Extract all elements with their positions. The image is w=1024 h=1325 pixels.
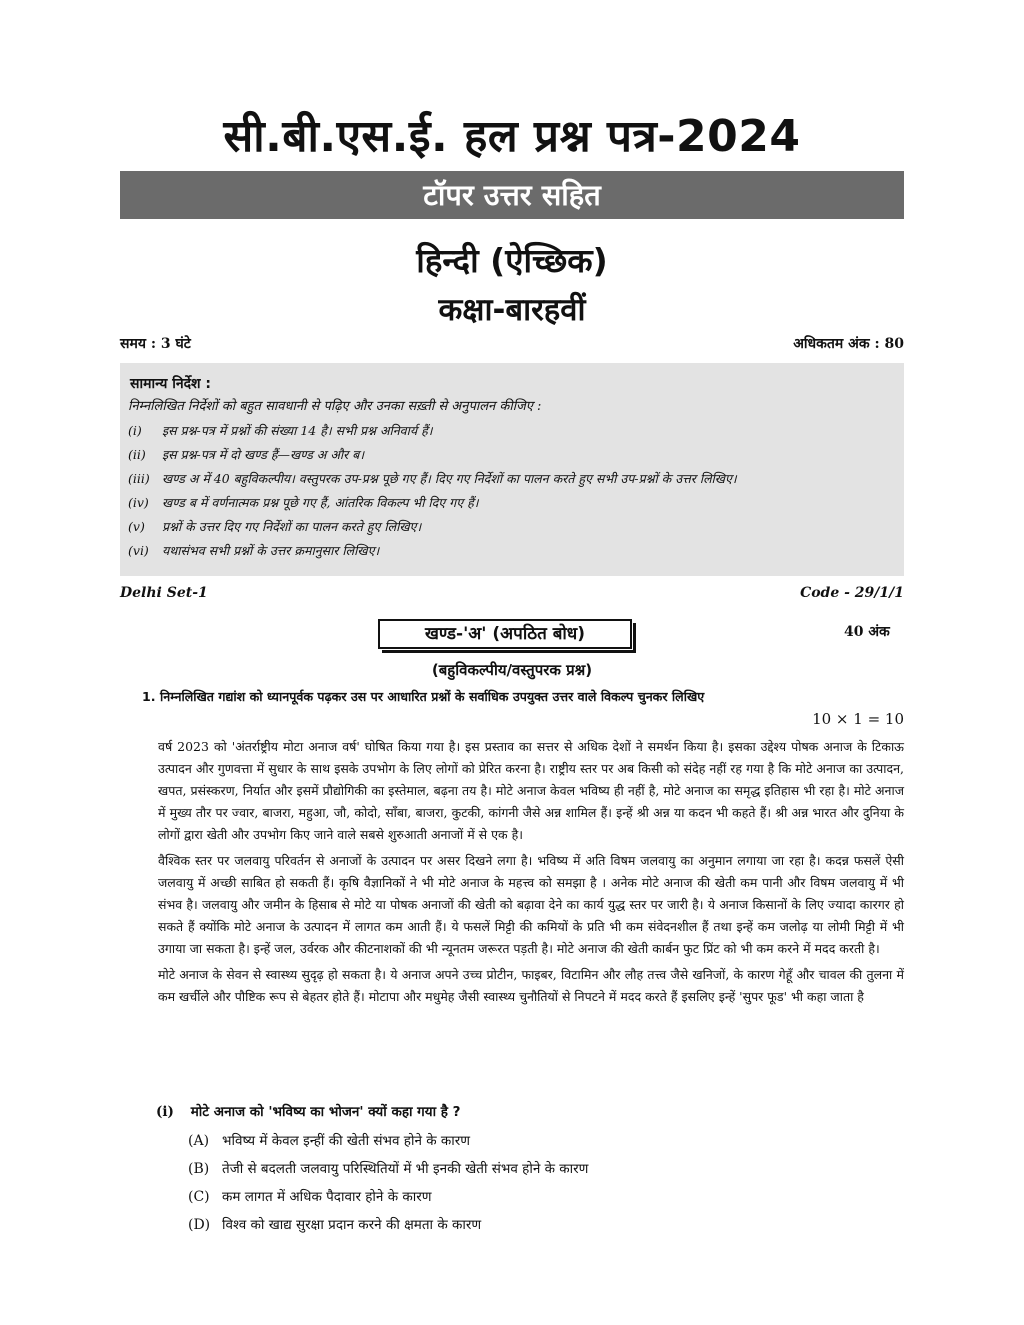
instruction-text: प्रश्नों के उत्तर दिए गए निर्देशों का पालन करते हुए लिखिए। [162,519,422,534]
passage-paragraph: वैश्विक स्तर पर जलवायु परिवर्तन से अनाजों के उत्पादन पर असर दिखने लगा है। भविष्य में अति विषम जलवायु का अनुमान लगाया जा रहा है। कदन्न फसलें ऐसी जलवायु में अच्छी साबित हो सकती हैं। कृषि वैज्ञानिकों ने भी मोटे अनाज के महत्त्व को समझा है । अनेक मोटे अनाज की खेती कम पानी और विषम जलवायु में भी संभव है। जलवायु और जमीन के हिसाब से मोटे या पोषक अनाजों की खेती को बढ़ावा देने का कार्य युद्ध स्तर पर जारी है। ये अनाज किसानों के लिए ज्यादा कारगर हो सकते हैं क्योंकि मोटे अनाज के उत्पादन में लागत कम आती हैं। ये फसलें मिट्टी की कमियों के प्रति भी कम संवेदनशील हैं तथा इन्हें कम जलोढ़ या लोमी मिट्टी में भी उगाया जा सकता है। इन्हें जल, उर्वरक और कीटनाशकों की भी न्यूनतम जरूरत पड़ती है। मोटे अनाज की खेती कार्बन फुट प्रिंट को भी कम करने में मदद करती है। [158,853,904,956]
instruction-number: (i) [128,423,142,438]
option-letter: (B) [188,1161,210,1177]
topper-banner: टॉपर उत्तर सहित [120,171,904,219]
option-letter: (C) [188,1189,210,1205]
page-title: सी.बी.एस.ई. हल प्रश्न पत्र-2024 [223,111,801,162]
instruction-text: इस प्रश्न-पत्र में प्रश्नों की संख्या 14 है। सभी प्रश्न अनिवार्य हैं। [162,423,433,438]
time-label: समय : 3 घंटे [120,336,191,352]
sub-question [156,1101,906,1123]
class-title: कक्षा-बारहवीं [438,292,586,328]
passage-paragraph: मोटे अनाज के सेवन से स्वास्थ्य सुदृढ़ हो सकता है। ये अनाज अपने उच्च प्रोटीन, फाइबर, विटामिन और लौह तत्त्व जैसे खनिजों, के कारण गेहूँ और चावल की तुलना में कम खर्चीले और पौष्टिक रूप से बेहतर होते हैं। मोटापा और मधुमेह जैसी स्वास्थ्य चुनौतियों से निपटने में मदद करते हैं इसलिए इन्हें 'सुपर फूड' भी कहा जाता है [158,967,904,1004]
passage [158,736,904,1012]
instruction-item [128,515,896,539]
subject-title: हिन्दी (ऐच्छिक) [416,241,608,280]
section-marks: 40 अंक [844,624,890,640]
option-text: कम लागत में अधिक पैदावार होने के कारण [222,1189,432,1205]
instruction-item [128,539,896,563]
instruction-number: (iii) [128,471,150,486]
option-text: विश्व को खाद्य सुरक्षा प्रदान करने की क्षमता के कारण [222,1217,482,1233]
code-label: Code - 29/1/1 [800,585,904,601]
answer-option [188,1127,888,1155]
general-instructions-box [120,363,904,576]
instruction-item [128,443,896,467]
question-marks: 10 × 1 = 10 [812,710,904,728]
instruction-item [128,491,896,515]
answer-option [188,1183,888,1211]
option-text: तेजी से बदलती जलवायु परिस्थितियों में भी इनकी खेती संभव होने के कारण [222,1161,589,1177]
option-text: भविष्य में केवल इन्हीं की खेती संभव होने के कारण [222,1133,471,1149]
section-title-box: खण्ड-'अ' (अपठित बोध) [378,619,632,649]
option-letter: (D) [188,1217,211,1233]
instruction-item [128,467,896,491]
max-marks-label: अधिकतम अंक : 80 [793,336,904,352]
question-number: 1. [142,689,156,704]
answer-option [188,1155,888,1183]
instruction-number: (ii) [128,447,146,462]
question-text: निम्नलिखित गद्यांश को ध्यानपूर्वक पढ़कर उस पर आधारित प्रश्नों के सर्वाधिक उपयुक्त उत्तर वाले विकल्प चुनकर लिखिए [159,689,705,704]
sub-question-number: (i) [156,1104,174,1120]
instructions-intro: निम्नलिखित निर्देशों को बहुत सावधानी से पढ़िए और उनका सख़्ती से अनुपालन कीजिए : [128,399,542,414]
sub-question-text: मोटे अनाज को 'भविष्य का भोजन' क्यों कहा गया है ? [190,1104,461,1120]
section-subheading: (बहुविकल्पीय/वस्तुपरक प्रश्न) [431,661,593,679]
answer-option [188,1211,888,1239]
answer-options [188,1127,888,1239]
question-line [142,686,914,708]
instruction-number: (iv) [128,495,149,510]
instructions-heading: सामान्य निर्देश : [130,376,212,392]
instruction-number: (vi) [128,543,149,558]
option-letter: (A) [188,1133,210,1149]
set-label: Delhi Set-1 [120,585,208,601]
instruction-text: खण्ड अ में 40 बहुविकल्पीय। वस्तुपरक उप-प्रश्न पूछे गए हैं। दिए गए निर्देशों का पालन करते हुए सभी उप-प्रश्नों के उत्तर लिखिए। [162,471,737,486]
instruction-text: यथासंभव सभी प्रश्नों के उत्तर क्रमानुसार लिखिए। [162,543,380,558]
instruction-text: खण्ड ब में वर्णनात्मक प्रश्न पूछे गए हैं, आंतरिक विकल्प भी दिए गए हैं। [162,495,479,510]
instruction-item [128,419,896,443]
passage-paragraph: वर्ष 2023 को 'अंतर्राष्ट्रीय मोटा अनाज वर्ष' घोषित किया गया है। इस प्रस्ताव का सत्तर से अधिक देशों ने समर्थन किया है। इसका उद्देश्य पोषक अनाज के टिकाऊ उत्पादन और गुणवत्ता में सुधार के साथ इसके उपभोग के लिए लोगों को प्रेरित करना है। राष्ट्रीय स्तर पर अब किसी को संदेह नहीं रह गया है कि मोटे अनाज का उत्पादन, खपत, प्रसंस्करण, निर्यात और इसमें प्रौद्योगिकी का इस्तेमाल, बढ़ना तय है। मोटे अनाज केवल भविष्य ही नहीं है, मोटे अनाज का समृद्ध इतिहास भी रहा है। मोटे अनाज में मुख्य तौर पर ज्वार, बाजरा, महुआ, जौ, कोदो, साँबा, बाजरा, कुटकी, कांगनी जैसे अन्न शामिल हैं। इन्हें श्री अन्न या कदन भी कहते हैं। श्री अन्न भारत और दुनिया के लोगों द्वारा खेती और उपभोग किए जाने वाले सबसे शुरुआती अनाजों में से एक है। [158,739,904,842]
instruction-number: (v) [128,519,145,534]
instruction-text: इस प्रश्न-पत्र में दो खण्ड हैं—खण्ड अ और ब। [162,447,365,462]
